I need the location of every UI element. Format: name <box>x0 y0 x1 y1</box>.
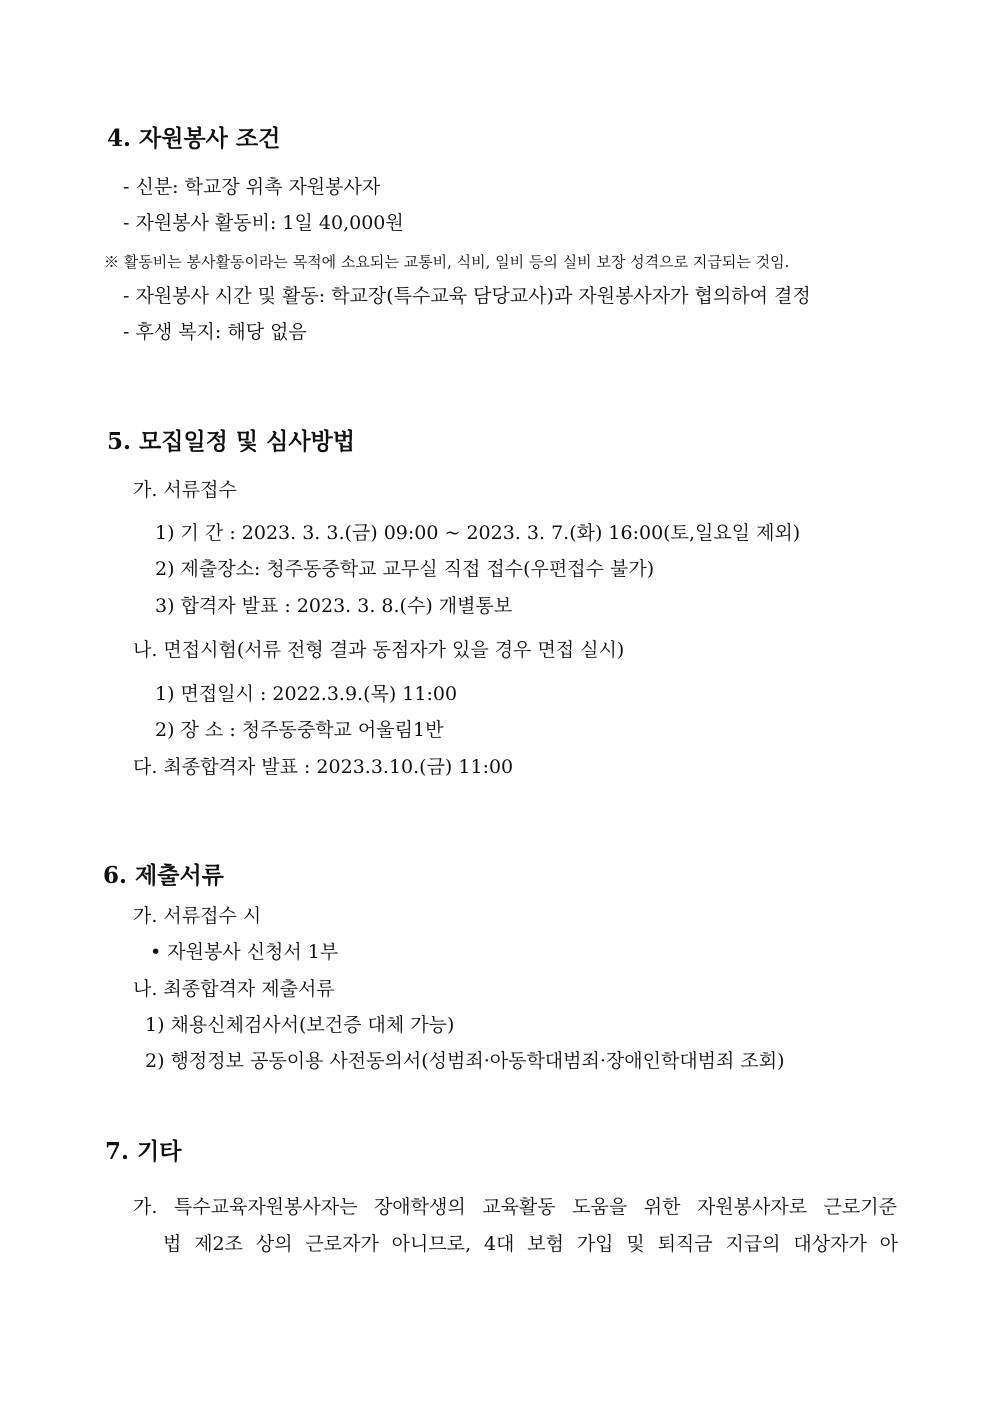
s7-paragraph-line-1: 가. 특수교육자원봉사자는 장애학생의 교육활동 도움을 위한 자원봉사자로 근로기준 <box>133 1196 897 1218</box>
section-6-heading: 6. 제출서류 <box>103 862 224 889</box>
s4-item-status: - 신분: 학교장 위촉 자원봉사자 <box>123 176 381 198</box>
s6-na-label: 나. 최종합격자 제출서류 <box>133 978 335 1000</box>
s6-ga-label: 가. 서류접수 시 <box>133 905 262 927</box>
s5-na-datetime: 1) 면접일시 : 2022.3.9.(목) 11:00 <box>155 683 458 705</box>
s5-na-label: 나. 면접시험(서류 전형 결과 동점자가 있을 경우 면접 실시) <box>133 639 625 661</box>
section-4-heading: 4. 자원봉사 조건 <box>107 125 281 152</box>
s5-da-label: 다. 최종합격자 발표 : 2023.3.10.(금) 11:00 <box>133 756 514 778</box>
s7-paragraph-line-2: 법 제2조 상의 근로자가 아니므로, 4대 보험 가입 및 퇴직금 지급의 대상자가 아 <box>163 1233 898 1255</box>
s6-na-item-health: 1) 채용신체검사서(보건증 대체 가능) <box>145 1014 455 1036</box>
s4-item-welfare: - 후생 복지: 해당 없음 <box>123 321 307 343</box>
s4-item-allowance: - 자원봉사 활동비: 1일 40,000원 <box>123 212 404 234</box>
s5-ga-announce: 3) 합격자 발표 : 2023. 3. 8.(수) 개별통보 <box>155 595 513 617</box>
s4-item-hours: - 자원봉사 시간 및 활동: 학교장(특수교육 담당교사)과 자원봉사자가 협의하여 결정 <box>123 285 811 307</box>
s4-note: ※ 활동비는 봉사활동이라는 목적에 소요되는 교통비, 식비, 일비 등의 실비 보장 성격으로 지급되는 것임. <box>104 253 790 271</box>
s5-ga-place: 2) 제출장소: 청주동중학교 교무실 직접 접수(우편접수 불가) <box>155 558 655 580</box>
section-7-heading: 7. 기타 <box>105 1138 182 1165</box>
s5-ga-period: 1) 기 간 : 2023. 3. 3.(금) 09:00 ~ 2023. 3. 7.(화) 16:00(토,일요일 제외) <box>155 522 801 544</box>
s5-na-place: 2) 장 소 : 청주동중학교 어울림1반 <box>155 719 444 741</box>
section-5-heading: 5. 모집일정 및 심사방법 <box>107 428 355 455</box>
s6-na-item-consent: 2) 행정정보 공동이용 사전동의서(성범죄·아동학대범죄·장애인학대범죄 조회) <box>145 1050 785 1072</box>
s6-ga-item: • 자원봉사 신청서 1부 <box>150 941 339 963</box>
s5-ga-label: 가. 서류접수 <box>133 479 237 501</box>
